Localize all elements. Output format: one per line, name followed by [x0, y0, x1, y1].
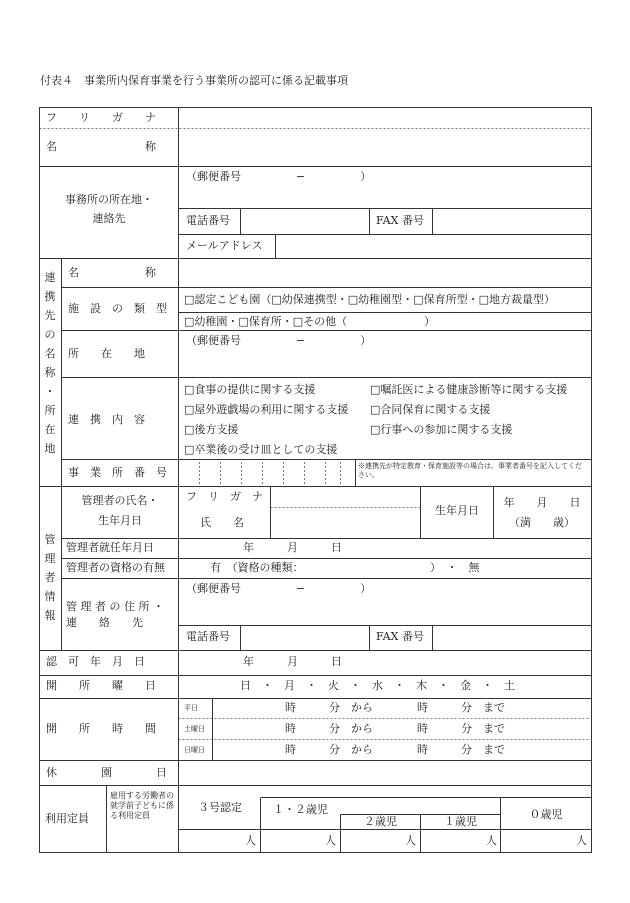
open-hours-label: 開 所 時 間: [46, 722, 156, 735]
manager-address-label: 管 理 者 の 住 所 ・: [66, 600, 164, 613]
partner-address-label: 所 在 地: [68, 347, 145, 360]
partner-number-label: 事 業 所 番 号: [68, 466, 167, 479]
partner-type-line2: □幼稚園・□保育所・□その他（ ）: [184, 315, 436, 328]
weekday-label: 平日: [184, 704, 198, 712]
age12-unit: 人: [325, 834, 336, 847]
manager-birth-date-value: 年 月 日: [503, 496, 581, 509]
closed-days-label: 休 園 日: [46, 766, 167, 779]
support-playground: □屋外遊戯場の利用に関する支援: [184, 403, 349, 416]
manager-age-value: （満 歳）: [509, 516, 575, 529]
weekday-hours: 時 分 から 時 分 まで: [285, 701, 505, 714]
type3-unit: 人: [245, 834, 256, 847]
manager-furigana-label: フ リ ガ ナ: [186, 490, 263, 503]
sunday-hours: 時 分 から 時 分 まで: [285, 743, 505, 756]
capacity-label: 利用定員: [45, 812, 89, 825]
partner-type-line1: □認定こども園（□幼保連携型・□幼稚園型・□保育所型・□地方裁量型）: [184, 293, 555, 306]
document-title: 付表４ 事業所内保育事業を行う事業所の認可に係る記載事項: [40, 74, 348, 87]
age2-label: ２歳児: [364, 815, 397, 828]
support-health-check: □嘱託医による健康診断等に関する支援: [370, 383, 568, 396]
saturday-label: 土曜日: [184, 725, 205, 733]
age12-label: １・２歳児: [273, 803, 328, 816]
approval-date-label: 認 可 年 月 日: [46, 655, 145, 668]
manager-group-label: 管 理 者 情 報: [44, 533, 56, 622]
partner-number-note: ※連携先が特定教育・保育施設等の場合は、事業者番号を記入してください。: [358, 462, 582, 479]
office-contact-label: 連絡先: [92, 212, 126, 225]
manager-shimei-label: 氏 名: [200, 516, 244, 529]
office-location-label: 事務所の所在地・: [65, 193, 153, 206]
partner-content-label: 連 携 内 容: [68, 413, 145, 426]
partner-postal: （郵便番号 − ）: [186, 334, 372, 347]
support-events: □行事への参加に関する支援: [370, 423, 513, 436]
manager-appointed-label: 管理者就任年月日: [66, 541, 154, 554]
age1-label: １歳児: [444, 815, 477, 828]
manager-tel-label: 電話番号: [186, 630, 230, 643]
manager-appointed-value: 年 月 日: [243, 541, 342, 554]
name-label: 名 称: [46, 140, 156, 153]
open-days-value: 日 ・ 月 ・ 火 ・ 水 ・ 木 ・ 金 ・ 土: [240, 679, 515, 692]
approval-date-value: 年 月 日: [243, 655, 342, 668]
manager-birth-date-label: 生年月日: [435, 504, 479, 517]
office-fax-label: FAX 番号: [376, 214, 424, 227]
support-graduation: □卒業後の受け皿としての支援: [184, 443, 338, 456]
partner-group-label: 連 携 先 の 名 称 ・ 所 在 地: [44, 271, 56, 455]
capacity-sub-label: 雇用する労働者の就学前子どもに係る利用定員: [110, 791, 174, 820]
office-postal: （郵便番号 − ）: [186, 170, 372, 183]
age0-unit: 人: [576, 834, 587, 847]
manager-name-birth-label: 管理者の氏名・: [81, 494, 159, 507]
saturday-hours: 時 分 から 時 分 まで: [285, 722, 505, 735]
manager-qualification-label: 管理者の資格の有無: [66, 561, 165, 574]
support-backup: □後方支援: [184, 423, 239, 436]
manager-birth-label: 生年月日: [98, 514, 142, 527]
age1-unit: 人: [486, 834, 497, 847]
furigana-label: フ リ ガ ナ: [46, 111, 156, 124]
manager-fax-label: FAX 番号: [376, 630, 424, 643]
office-email-label: メールアドレス: [186, 239, 263, 252]
manager-qualification-value: 有 （資格の種類： ） ・ 無: [210, 561, 480, 574]
sunday-label: 日曜日: [184, 746, 205, 754]
partner-name-label: 名 称: [68, 266, 156, 279]
age2-unit: 人: [405, 834, 416, 847]
manager-postal: （郵便番号 − ）: [186, 582, 372, 595]
age0-label: ０歳児: [529, 808, 563, 821]
partner-type-label: 施 設 の 類 型: [68, 302, 167, 315]
manager-contact-label: 連 絡 先: [66, 616, 143, 629]
support-meals: □食事の提供に関する支援: [184, 383, 316, 396]
support-joint-care: □合同保育に関する支援: [370, 403, 491, 416]
office-tel-label: 電話番号: [186, 214, 230, 227]
type3-label: ３号認定: [198, 801, 242, 814]
open-days-label: 開 所 曜 日: [46, 679, 156, 692]
